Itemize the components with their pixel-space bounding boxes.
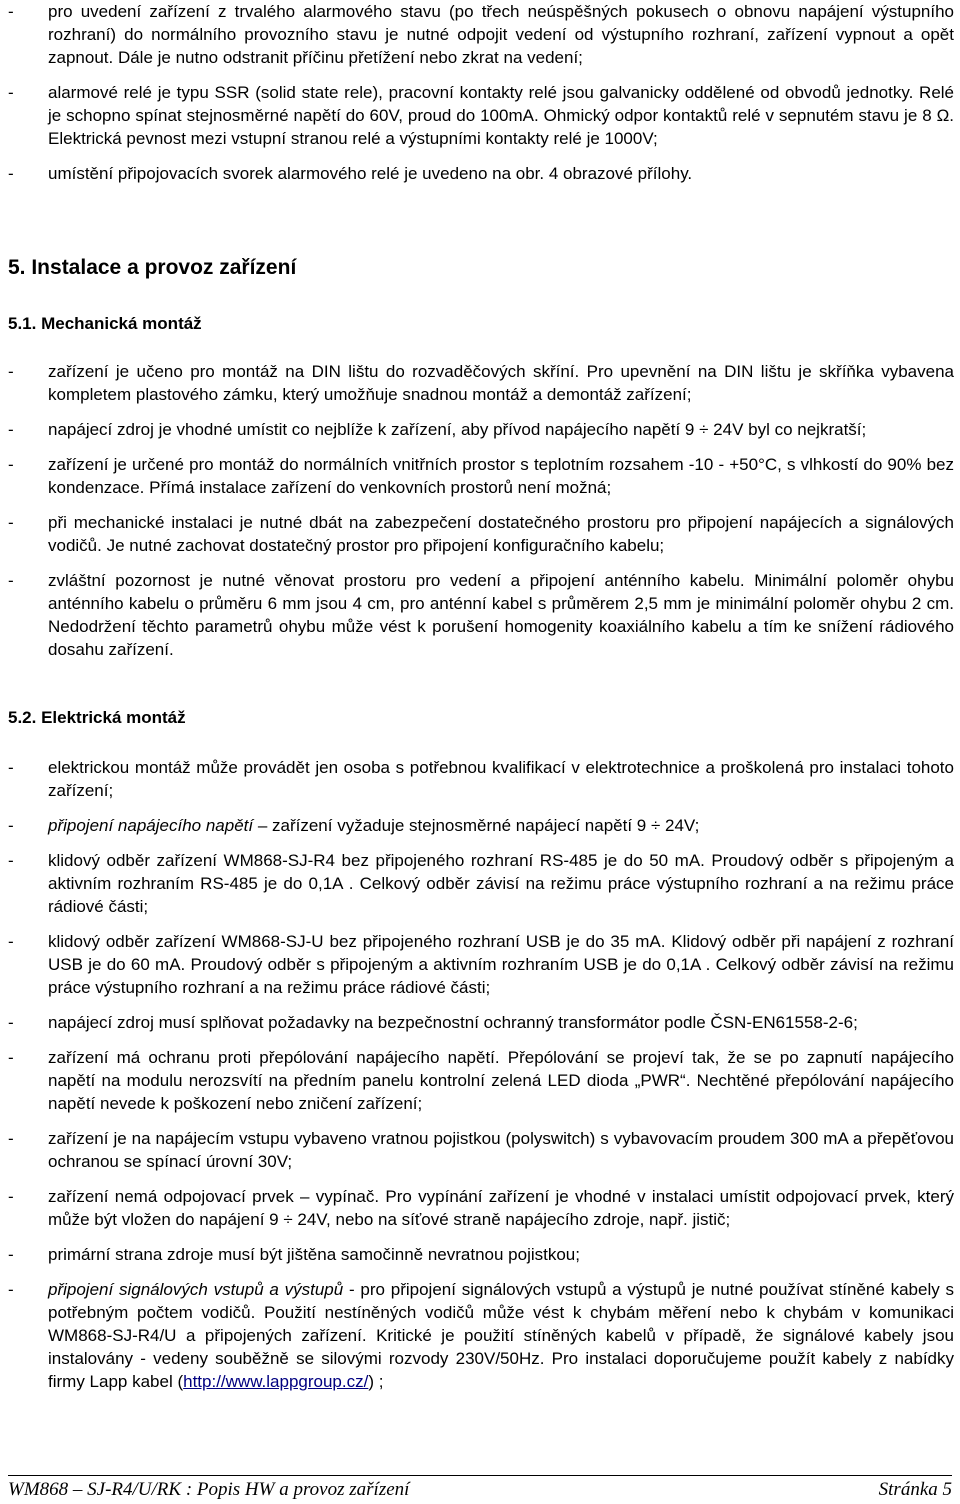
mechanical-list: [0, 360, 960, 673]
item-text: elektrickou montáž může provádět jen osoba s potřebnou kvalifikací v elektrotechnice a proškolená pro instalaci tohoto zařízení;: [48, 758, 954, 800]
item-text: - pro připojení signálových vstupů a výstupů je nutné používat stíněné kabely s potřebným počtem vodičů. Použití nestíněných vodičů může vést k chybám měření nebo k chybám v komunikaci WM868-SJ-R4/U a připojených zařízení. Kritické je použití stíněných kabelů v případě, že signálové kabely jsou instalovány - vedeny souběžně se silovými rozvody 230V/50Hz. Pro instalaci doporučujeme použít kabely z nabídky firmy Lapp kabel (: [48, 1280, 955, 1391]
list-item: [0, 1046, 960, 1115]
list-item: [0, 569, 960, 661]
item-text: napájecí zdroj musí splňovat požadavky na bezpečnostní ochranný transformátor podle ČSN-EN61558-2-6;: [48, 1013, 858, 1032]
list-item: [0, 814, 960, 837]
list-dash: -: [8, 1013, 14, 1032]
list-dash: -: [8, 1048, 14, 1067]
list-dash: -: [8, 1129, 14, 1148]
item-emphasis: připojení napájecího napětí: [48, 816, 254, 835]
list-item: [0, 1011, 960, 1034]
footer-document-title: WM868 – SJ-R4/U/RK : Popis HW a provoz zařízení: [8, 1479, 410, 1500]
list-item: [0, 0, 960, 69]
item-text: zařízení má ochranu proti přepólování napájecího napětí. Přepólování se projeví tak, že se po zapnutí napájecího napětí na modulu nerozsvítí na předním panelu kontrolní zelená LED dioda „PWR“. Nechtěné přepólování napájecího napětí nevede k poškození nebo zničení zařízení;: [48, 1048, 954, 1113]
item-text: alarmové relé je typu SSR (solid state rele), pracovní kontakty relé jsou galvanicky oddělené od obvodů jednotky. Relé je schopno spínat stejnosměrné napětí do 60V, proud do 100mA. Ohmický odpor kontaktů relé v sepnutém stavu je 8 Ω. Elektrická pevnost mezi vstupní stranou relé a výstupními kontakty relé je 1000V;: [48, 83, 954, 148]
list-dash: -: [8, 851, 14, 870]
list-item: [0, 81, 960, 150]
list-item: [0, 418, 960, 441]
item-text: klidový odběr zařízení WM868-SJ-R4 bez připojeného rozhraní RS-485 je do 50 mA. Proudový odběr s připojeným a aktivním rozhraním RS-485 je do 0,1A . Celkový odběr závisí na režimu práce výstupního rozhraní a na režimu práce rádiové části;: [48, 851, 954, 916]
item-text: napájecí zdroj je vhodné umístit co nejblíže k zařízení, aby přívod napájecího napětí 9 ÷ 24V byl co nejkratší;: [48, 420, 867, 439]
footer-page-number: Stránka 5: [878, 1479, 952, 1500]
list-item: [0, 1243, 960, 1266]
list-dash: -: [8, 513, 14, 532]
section-5-1-heading: 5.1. Mechanická montáž: [8, 314, 202, 333]
list-dash: -: [8, 362, 14, 381]
list-item: [0, 930, 960, 999]
item-text: – zařízení vyžaduje stejnosměrné napájecí napětí 9 ÷ 24V;: [253, 816, 700, 835]
item-text: zvláštní pozornost je nutné věnovat prostoru pro vedení a připojení anténního kabelu. Minimální poloměr ohybu anténního kabelu o průměru 6 mm jsou 4 cm, pro anténní kabel s průměrem 2,5 mm je minimální poloměr ohybu 2 cm. Nedodržení těchto parametrů ohybu může vést k porušení homogenity koaxiálního kabelu a tím ke snížení rádiového dosahu zařízení.: [48, 571, 954, 659]
electrical-list: [0, 756, 960, 1405]
footer-rule: [8, 1475, 952, 1476]
item-text: zařízení je učeno pro montáž na DIN lištu do rozvaděčových skříní. Pro upevnění na DIN lištu je skříňka vybavena kompletem plastového zámku, který umožňuje snadnou montáž a demontáž zařízení;: [48, 362, 954, 404]
item-text: primární strana zdroje musí být jištěna samočinně nevratnou pojistkou;: [48, 1245, 580, 1264]
section-5-2-heading: 5.2. Elektrická montáž: [8, 708, 186, 727]
list-dash: -: [8, 2, 14, 21]
list-item: [0, 453, 960, 499]
list-item: [0, 360, 960, 406]
list-item: [0, 1185, 960, 1231]
item-tail: ) ;: [368, 1372, 384, 1391]
item-text: zařízení nemá odpojovací prvek – vypínač. Pro vypínání zařízení je vhodné v instalaci umístit odpojovací prvek, který může být vložen do napájení 9 ÷ 24V, nebo na síťové straně napájecího zdroje, např. jistič;: [48, 1187, 954, 1229]
list-dash: -: [8, 1245, 14, 1264]
list-item: [0, 511, 960, 557]
lappgroup-link[interactable]: http://www.lappgroup.cz/: [183, 1372, 369, 1391]
item-emphasis: připojení signálových vstupů a výstupů: [48, 1280, 344, 1299]
item-text: zařízení je na napájecím vstupu vybaveno vratnou pojistkou (polyswitch) s vybavovacím proudem 300 mA a přepěťovou ochranou se spínací úrovní 30V;: [48, 1129, 954, 1171]
list-dash: -: [8, 164, 14, 183]
item-text: při mechanické instalaci je nutné dbát na zabezpečení dostatečného prostoru pro připojení napájecích a signálových vodičů. Je nutné zachovat dostatečný prostor pro připojení konfiguračního kabelu;: [48, 513, 954, 555]
list-item: [0, 162, 960, 185]
top-list: [0, 0, 960, 197]
list-dash: -: [8, 758, 14, 777]
list-dash: -: [8, 571, 14, 590]
list-item: [0, 1127, 960, 1173]
list-dash: -: [8, 816, 14, 835]
item-text: umístění připojovacích svorek alarmového relé je uvedeno na obr. 4 obrazové přílohy.: [48, 164, 693, 183]
list-item: [0, 756, 960, 802]
list-dash: -: [8, 420, 14, 439]
item-text: pro uvedení zařízení z trvalého alarmového stavu (po třech neúspěšných pokusech o obnovu napájení výstupního rozhraní) do normálního provozního stavu je nutné odpojit vedení od výstupního rozhraní, zařízení vypnout a opět zapnout. Dále je nutno odstranit příčinu přetížení nebo zkrat na vedení;: [48, 2, 954, 67]
item-text: klidový odběr zařízení WM868-SJ-U bez připojeného rozhraní USB je do 35 mA. Klidový odběr při napájení z rozhraní USB je do 60 mA. Proudový odběr s připojeným a aktivním rozhraním USB je do 0,1A . Celkový odběr závisí na režimu práce výstupního rozhraní a na režimu práce rádiové části;: [48, 932, 954, 997]
item-text: zařízení je určené pro montáž do normálních vnitřních prostor s teplotním rozsahem -10 - +50°C, s vlhkostí do 90% bez kondenzace. Přímá instalace zařízení do venkovních prostorů není možná;: [48, 455, 954, 497]
list-dash: -: [8, 83, 14, 102]
list-item: [0, 1278, 960, 1393]
list-dash: -: [8, 1187, 14, 1206]
page-footer: [0, 1469, 960, 1504]
list-dash: -: [8, 455, 14, 474]
list-dash: -: [8, 932, 14, 951]
list-dash: -: [8, 1280, 14, 1299]
section-5-heading: 5. Instalace a provoz zařízení: [8, 256, 297, 279]
list-item: [0, 849, 960, 918]
